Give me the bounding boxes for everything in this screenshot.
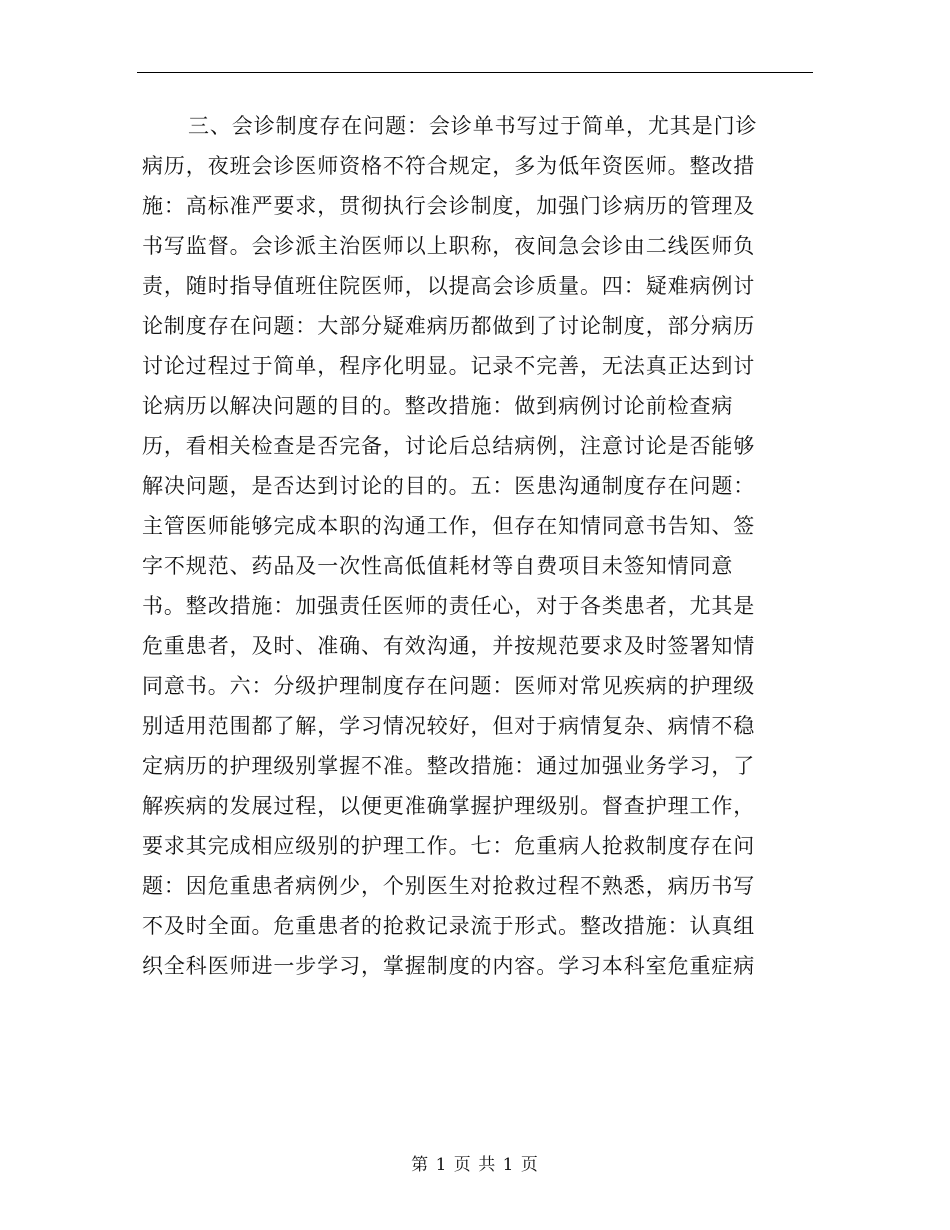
header-divider: [137, 72, 813, 73]
body-line-21: 不及时全面。危重患者的抢救记录流于形式。整改措施：认真组: [142, 914, 756, 938]
body-line-1: 三、会诊制度存在问题：会诊单书写过于简单，尤其是门诊: [188, 114, 758, 138]
document-body: [142, 106, 808, 986]
body-line-22: 织全科医师进一步学习，掌握制度的内容。学习本科室危重症病: [142, 954, 756, 978]
body-line-2: 病历，夜班会诊医师资格不符合规定，多为低年资医师。整改措: [142, 154, 756, 178]
body-line-10: 解决问题，是否达到讨论的目的。五：医患沟通制度存在问题：: [142, 474, 756, 498]
body-line-7: 讨论过程过于简单，程序化明显。记录不完善，无法真正达到讨: [142, 354, 756, 378]
body-line-4: 书写监督。会诊派主治医师以上职称，夜间急会诊由二线医师负: [142, 234, 756, 258]
body-line-18: 解疾病的发展过程，以便更准确掌握护理级别。督查护理工作，: [142, 794, 756, 818]
body-line-6: 论制度存在问题：大部分疑难病历都做到了讨论制度，部分病历: [142, 314, 756, 338]
body-line-19: 要求其完成相应级别的护理工作。七：危重病人抢救制度存在问: [142, 834, 756, 858]
body-line-5: 责，随时指导值班住院医师，以提高会诊质量。四：疑难病例讨: [142, 274, 756, 298]
body-line-13: 书。整改措施：加强责任医师的责任心，对于各类患者，尤其是: [142, 594, 756, 618]
page-number-footer: 第 1 页 共 1 页: [411, 1155, 539, 1175]
body-line-16: 别适用范围都了解，学习情况较好，但对于病情复杂、病情不稳: [142, 714, 756, 738]
body-line-9: 历，看相关检查是否完备，讨论后总结病例，注意讨论是否能够: [142, 434, 756, 458]
body-line-17: 定病历的护理级别掌握不准。整改措施：通过加强业务学习，了: [142, 754, 756, 778]
body-line-8: 论病历以解决问题的目的。整改措施：做到病例讨论前检查病: [142, 394, 734, 418]
body-line-15: 同意书。六：分级护理制度存在问题：医师对常见疾病的护理级: [142, 674, 756, 698]
body-line-14: 危重患者，及时、准确、有效沟通，并按规范要求及时签署知情: [142, 634, 756, 658]
body-line-20: 题：因危重患者病例少，个别医生对抢救过程不熟悉，病历书写: [142, 874, 756, 898]
body-line-11: 主管医师能够完成本职的沟通工作，但存在知情同意书告知、签: [142, 514, 756, 538]
body-line-3: 施：高标准严要求，贯彻执行会诊制度，加强门诊病历的管理及: [142, 194, 756, 218]
body-line-12: 字不规范、药品及一次性高低值耗材等自费项目未签知情同意: [142, 554, 734, 578]
